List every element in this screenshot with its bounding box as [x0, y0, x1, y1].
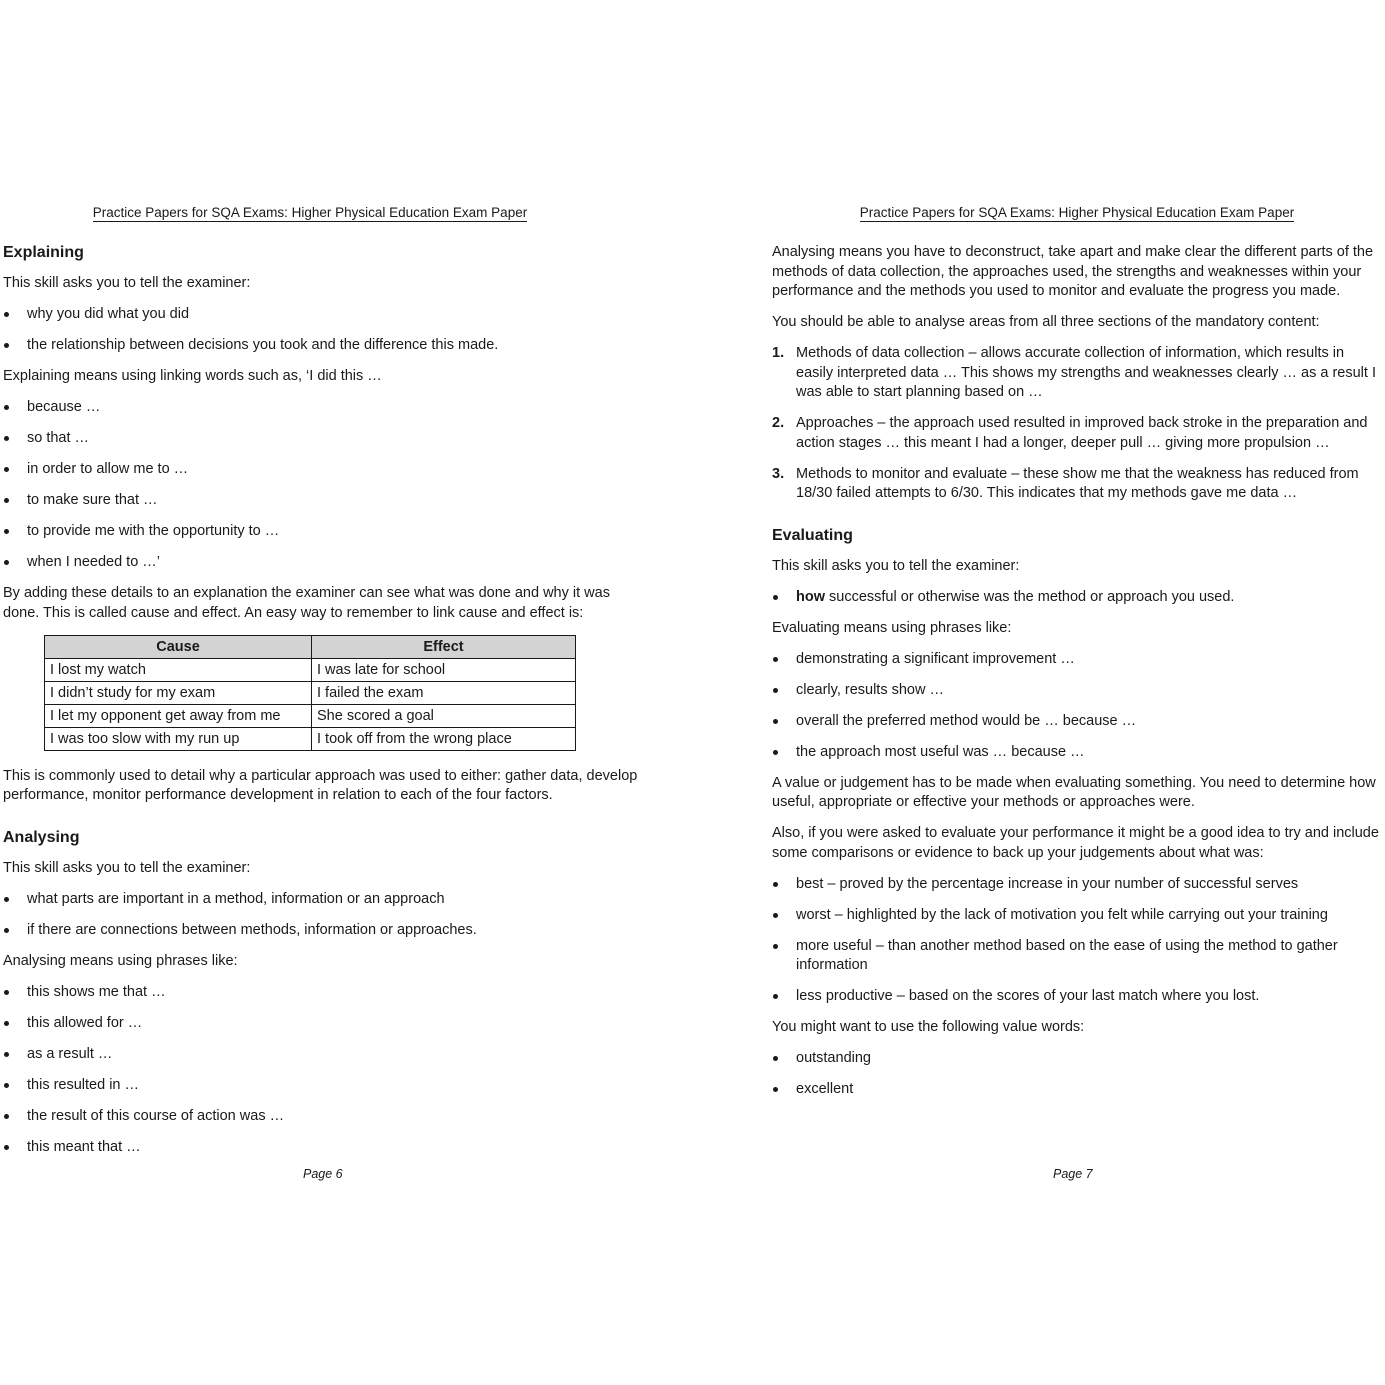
right-page [772, 0, 1382, 1385]
after-table-paragraph: This is commonly used to detail why a particular approach was used to either: gather data, develop performance, monitor performance development in relation to each of the four factors. [3, 767, 638, 803]
linking-words-list [3, 398, 640, 573]
comparisons-paragraph: Also, if you were asked to evaluate your performance it might be a good idea to try and include some comparisons or evidence to back up your judgements about what was: [772, 825, 1379, 861]
list-item: what parts are important in a method, information or an approach [3, 890, 640, 910]
explaining-intro: This skill asks you to tell the examiner: [3, 275, 251, 291]
list-item: clearly, results show … [772, 681, 1382, 701]
list-item: because … [3, 398, 640, 418]
analysing-phrases-intro: Analysing means using phrases like: [3, 952, 238, 969]
table-row [45, 727, 576, 750]
mandatory-content-intro: You should be able to analyse areas from all three sections of the mandatory content: [772, 314, 1320, 330]
running-head-text: Practice Papers for SQA Exams: Higher Physical Education Exam Paper [92, 205, 528, 220]
cause-cell: I lost my watch [45, 658, 312, 681]
item-text: Methods of data collection – allows accurate collection of information, which results in easily interpreted data … This shows my strengths and weaknesses clearly … as a result I was able to start planning based on … [796, 345, 1376, 400]
evaluating-bullets [772, 588, 1382, 608]
running-head [772, 204, 1382, 222]
cause-effect-paragraph: By adding these details to an explanation the examiner can see what was done and why it was done. This is called cause and effect. An easy way to remember to link cause and effect is: [3, 585, 610, 621]
effect-cell: I was late for school [312, 658, 576, 681]
list-item: more useful – than another method based on the ease of using the method to gather information [772, 937, 1382, 976]
numbered-item [772, 344, 1382, 403]
cause-effect-table [44, 635, 576, 751]
column-header-effect: Effect [312, 635, 576, 658]
effect-cell: She scored a goal [312, 704, 576, 727]
cause-cell: I let my opponent get away from me [45, 704, 312, 727]
list-item: in order to allow me to … [3, 460, 640, 480]
table-header-row [45, 635, 576, 658]
item-number: 2. [772, 415, 785, 431]
value-words-intro: You might want to use the following value words: [772, 1019, 1085, 1035]
numbered-item [772, 414, 1382, 453]
comparisons-list [772, 875, 1382, 1007]
list-item: to make sure that … [3, 491, 640, 511]
evaluating-intro: This skill asks you to tell the examiner: [772, 557, 1020, 574]
list-item [772, 588, 1382, 608]
list-item: when I needed to …’ [3, 553, 640, 573]
evaluating-phrases-list [772, 650, 1382, 763]
value-judgement-paragraph: A value or judgement has to be made when evaluating something. You need to determine how useful, appropriate or effective your methods or approaches were. [772, 774, 1376, 810]
cause-cell: I was too slow with my run up [45, 727, 312, 750]
left-page [0, 0, 640, 1385]
analysing-heading: Analysing [3, 828, 80, 846]
numbered-list [772, 344, 1382, 504]
list-item: as a result … [3, 1045, 640, 1065]
page-number: Page 6 [303, 1167, 343, 1181]
list-item: the relationship between decisions you took and the difference this made. [3, 336, 640, 356]
value-words-list [772, 1049, 1382, 1100]
list-item: this meant that … [3, 1138, 640, 1158]
left-page-content [3, 243, 640, 1169]
item-number: 1. [772, 345, 785, 361]
list-item: best – proved by the percentage increase in your number of successful serves [772, 875, 1382, 895]
list-item: overall the preferred method would be … because … [772, 712, 1382, 732]
effect-cell: I took off from the wrong place [312, 727, 576, 750]
running-head-text: Practice Papers for SQA Exams: Higher Physical Education Exam Paper [859, 205, 1295, 220]
evaluating-heading: Evaluating [772, 526, 853, 544]
how-rest-text: successful or otherwise was the method or approach you used. [825, 588, 1235, 605]
how-bold-text: how [796, 588, 825, 605]
item-text: Approaches – the approach used resulted in improved back stroke in the preparation and action stages … this meant I had a longer, deeper pull … giving more propulsion … [796, 415, 1368, 451]
numbered-item [772, 465, 1382, 504]
explaining-bullets [3, 305, 640, 356]
item-number: 3. [772, 465, 785, 482]
evaluating-phrases-intro: Evaluating means using phrases like: [772, 619, 1012, 636]
list-item: if there are connections between methods, information or approaches. [3, 921, 640, 941]
list-item: demonstrating a significant improvement … [772, 650, 1382, 670]
analysing-phrases-list [3, 983, 640, 1158]
list-item: worst – highlighted by the lack of motivation you felt while carrying out your training [772, 906, 1382, 926]
list-item: outstanding [772, 1049, 1382, 1069]
analysing-bullets [3, 890, 640, 941]
column-header-cause: Cause [45, 635, 312, 658]
list-item: excellent [772, 1080, 1382, 1100]
running-head [0, 204, 620, 222]
list-item: so that … [3, 429, 640, 449]
list-item: this resulted in … [3, 1076, 640, 1096]
item-text: Methods to monitor and evaluate – these show me that the weakness has reduced from 18/30 failed attempts to 6/30. This indicates that my methods gave me data … [796, 465, 1359, 501]
list-item: to provide me with the opportunity to … [3, 522, 640, 542]
page-number: Page 7 [1053, 1167, 1093, 1181]
table-row [45, 658, 576, 681]
cause-cell: I didn’t study for my exam [45, 681, 312, 704]
list-item: this allowed for … [3, 1014, 640, 1034]
explaining-heading: Explaining [3, 244, 84, 261]
analysing-intro: This skill asks you to tell the examiner: [3, 859, 251, 876]
analysing-paragraph: Analysing means you have to deconstruct, take apart and make clear the different parts of the methods of data collection, the approaches used, the strengths and weaknesses within your performance and the methods you used to monitor and evaluate the progress you made. [772, 244, 1374, 299]
list-item: less productive – based on the scores of your last match where you lost. [772, 987, 1382, 1007]
table-row [45, 704, 576, 727]
list-item: the approach most useful was … because … [772, 743, 1382, 763]
linking-intro: Explaining means using linking words such as, ‘I did this … [3, 368, 382, 384]
right-page-content [772, 243, 1382, 1111]
list-item: the result of this course of action was … [3, 1107, 640, 1127]
list-item: why you did what you did [3, 305, 640, 325]
effect-cell: I failed the exam [312, 681, 576, 704]
list-item: this shows me that … [3, 983, 640, 1003]
table-row [45, 681, 576, 704]
